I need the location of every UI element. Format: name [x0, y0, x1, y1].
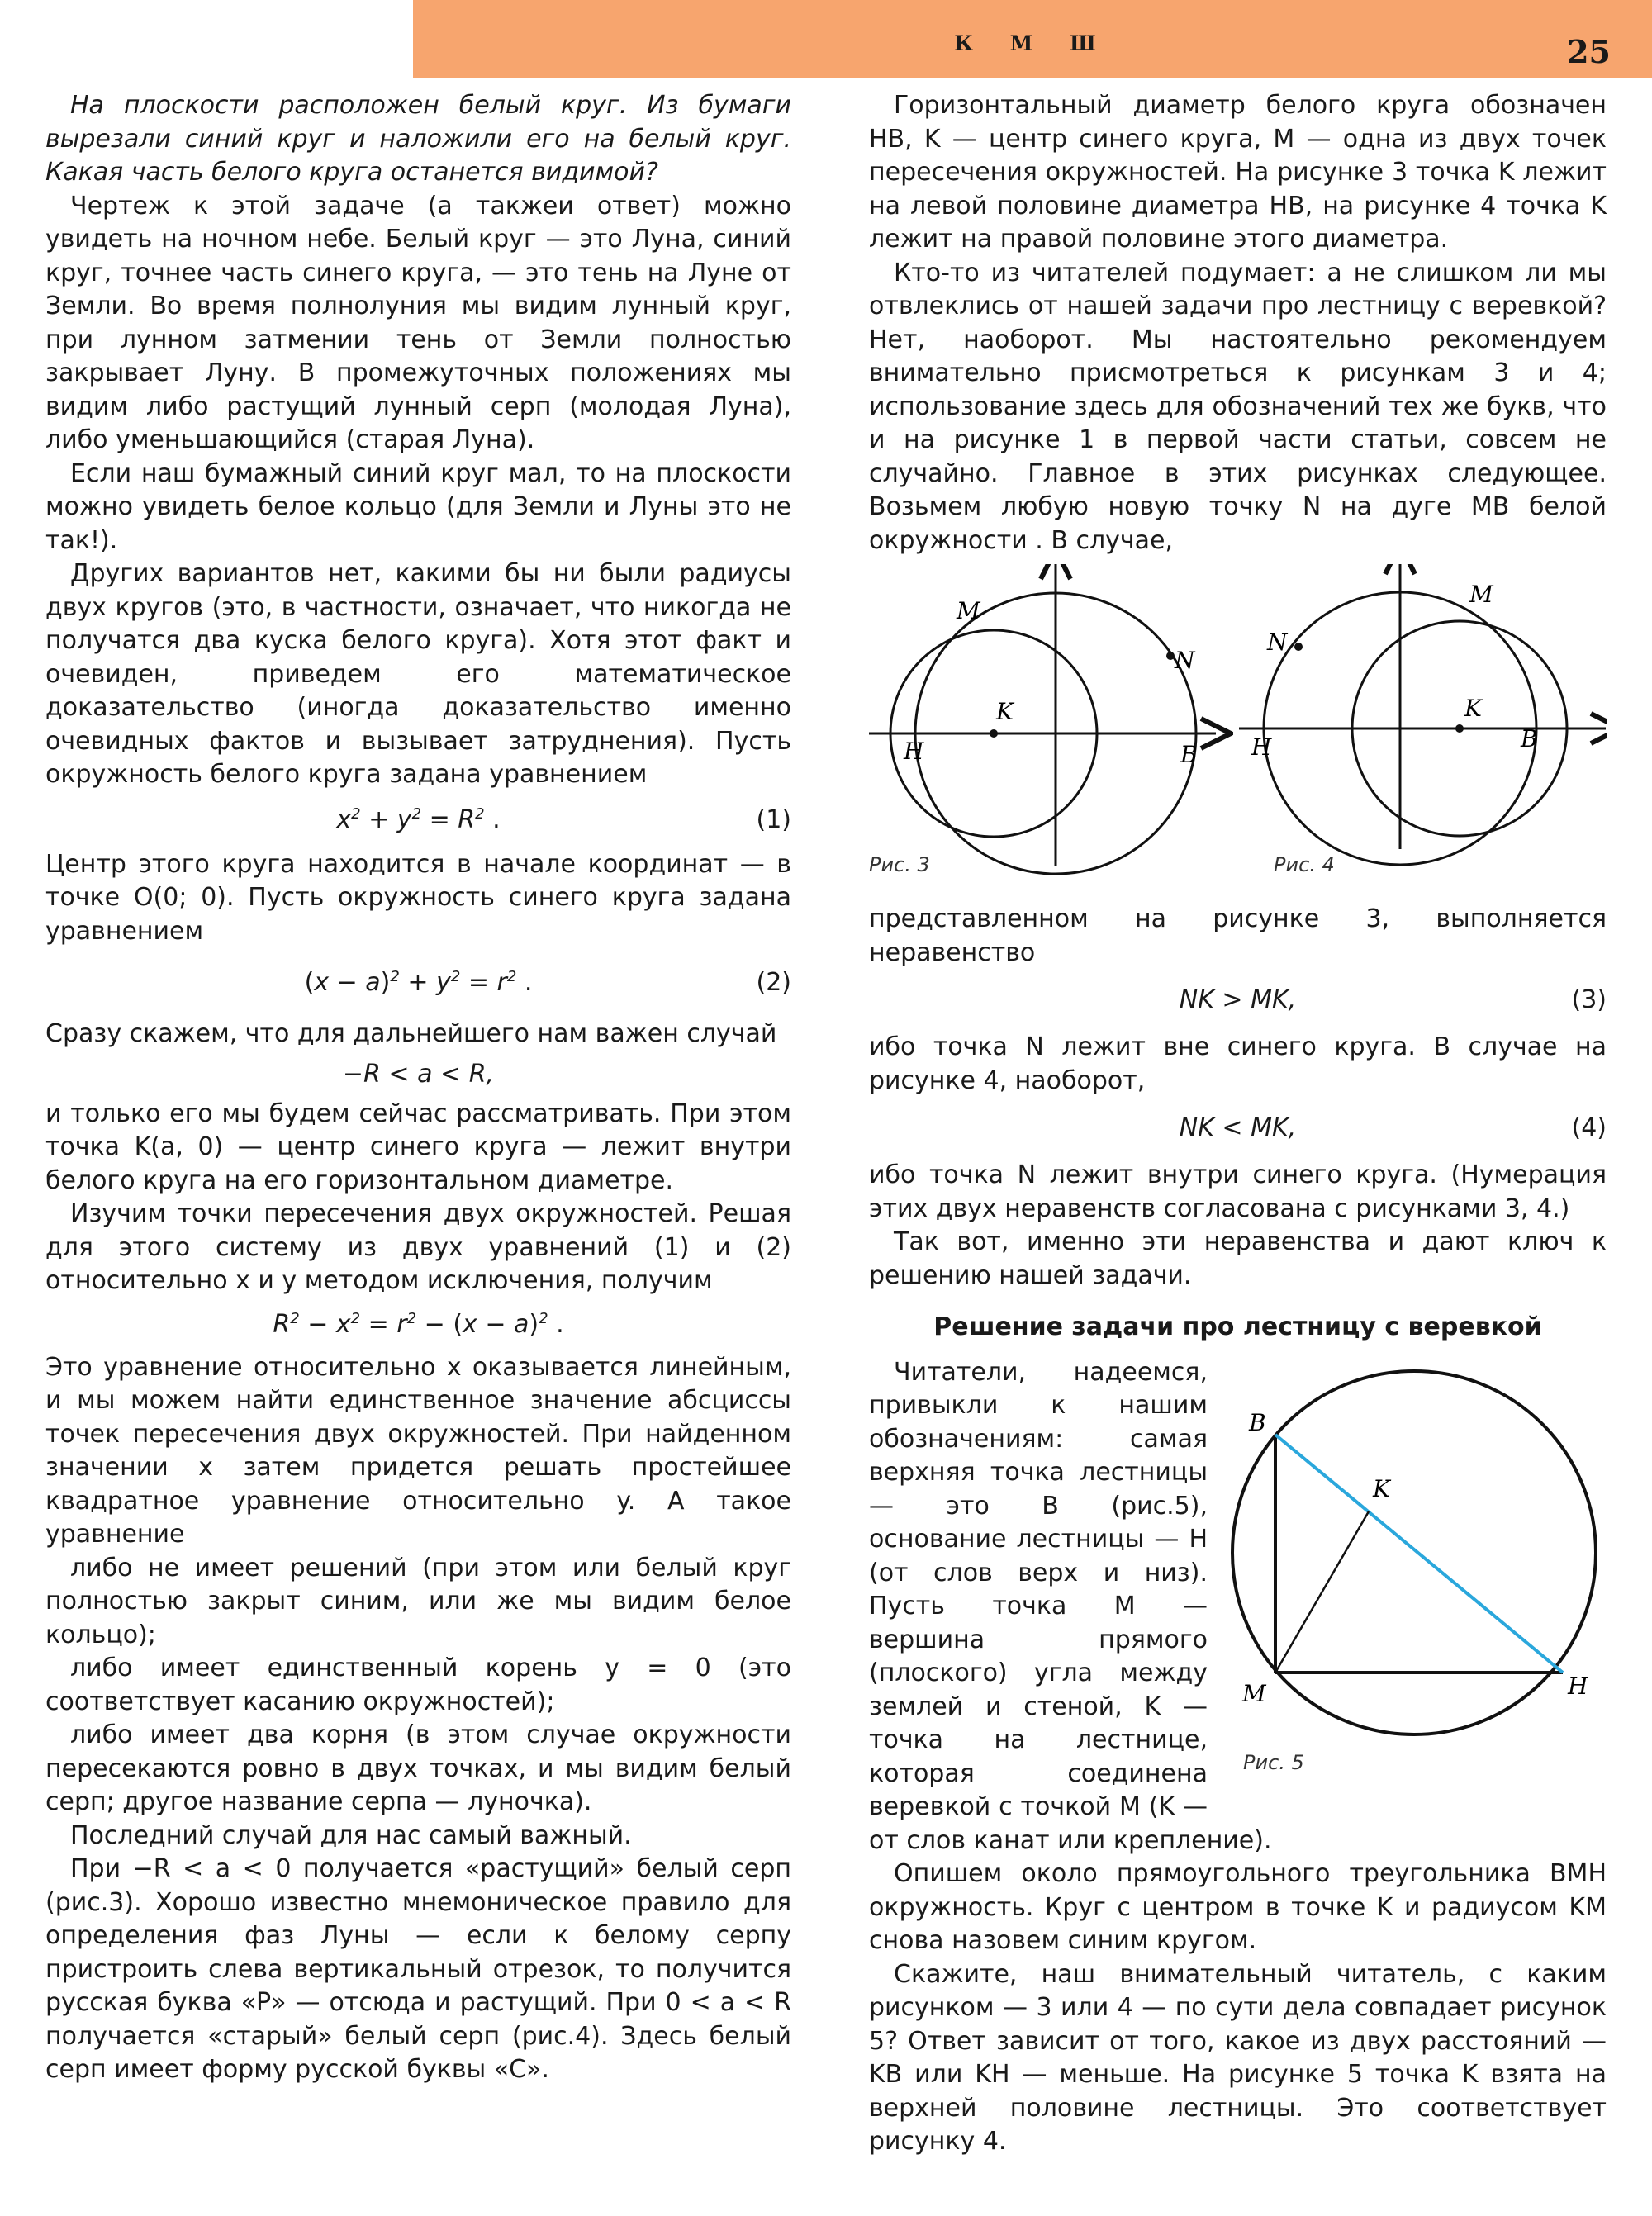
label-h: H — [1251, 733, 1272, 761]
label-h: H — [904, 738, 924, 765]
equation-number: (1) — [756, 804, 791, 834]
label-k: K — [996, 698, 1014, 725]
figures-3-4-svg — [869, 564, 1607, 894]
label-h: H — [1568, 1672, 1588, 1700]
ladder-line — [1275, 1435, 1563, 1673]
equation-formula: $(x - a)^2 + y^2 = r^2$ . — [304, 968, 533, 997]
page-number: 25 — [1567, 33, 1611, 70]
label-b: B — [1180, 741, 1198, 768]
label-b: B — [1521, 725, 1538, 752]
paragraph: представленном на рисунке 3, выполняется неравенство — [869, 904, 1607, 967]
equation-2 — [45, 950, 791, 1016]
problem-statement: На плоскости расположен белый круг. Из бумаги вырезали синий круг и наложили его на белый круг. Какая часть белого круга останется видимой? — [45, 91, 791, 187]
figure-5-svg — [1222, 1356, 1607, 1817]
figure-4-caption: Рис. 4 — [1274, 853, 1335, 876]
equation-number: (3) — [1571, 985, 1607, 1014]
label-k: K — [1373, 1474, 1390, 1502]
label-m: M — [957, 597, 980, 624]
paragraph: Читатели, надеемся, привыкли к нашим обозначениям: самая верхняя точка лестницы — это B (рис.5), основание лестницы — H (от слов верх и низ). Пусть точка M — вершина прямого (плоского) угла между землей и стеной, K — точка на лестнице, которая соединена веревкой с точкой M (K — от слов канат или крепление). — [869, 1357, 1272, 1855]
paragraph: ибо точка N лежит вне синего круга. В случае на рисунке 4, наоборот, — [869, 1032, 1607, 1095]
paragraph: Так вот, именно эти неравенства и дают ключ к решению нашей задачи. — [869, 1227, 1607, 1290]
paragraph: Центр этого круга находится в начале координат — в точке O(0; 0). Пусть окружность синего круга задана уравнением — [45, 849, 791, 946]
figures-3-4 — [869, 564, 1607, 894]
label-n: N — [1175, 647, 1195, 674]
paragraph: либо не имеет решений (при этом или белый круг полностью закрыт синим, или же мы видим белое кольцо); — [45, 1553, 791, 1649]
equation-number: (2) — [756, 968, 791, 997]
inequality-3 — [869, 971, 1607, 1029]
paragraph: ибо точка N лежит внутри синего круга. (Нумерация этих двух неравенств согласована с рисунками 3, 4.) — [869, 1160, 1607, 1223]
paragraph: Если наш бумажный синий круг мал, то на плоскости можно увидеть белое кольцо (для Земли и Луны это не так!). — [45, 458, 791, 555]
paragraph: Скажите, наш внимательный читатель, с каким рисунком — 3 или 4 — по сути дела совпадает рисунок 5? Ответ зависит от того, какое из двух расстояний — KB или KH — меньше. На рисунке 5 точка K взята на верхней половине лестницы. Это соответствует рисунку 4. — [869, 1959, 1607, 2156]
paragraph: Горизонтальный диаметр белого круга обозначен HB, K — центр синего круга, M — одна из двух точек пересечения окружностей. На рисунке 3 точка K лежит на левой половине диаметра HB, на рисунке 4 точка K лежит на правой половине этого диаметра. — [869, 91, 1607, 254]
section-title: Решение задачи про лестницу с веревкой — [933, 1312, 1542, 1341]
paragraph: либо имеет единственный корень y = 0 (это соответствует касанию окружностей); — [45, 1654, 791, 1716]
rope-line — [1275, 1511, 1369, 1673]
point-k — [990, 729, 998, 738]
equation-formula: $R^2 - x^2 = r^2 - (x - a)^2$ . — [273, 1309, 564, 1339]
circumcircle — [1232, 1371, 1596, 1734]
equation-formula: $x^2 + y^2 = R^2$ . — [336, 804, 501, 834]
paragraph: Опишем около прямоугольного треугольника BMH окружность. Круг с центром в точке K и радиусом KM снова назовем синим кругом. — [869, 1859, 1607, 1955]
page-header — [413, 0, 1652, 78]
paragraph: Последний случай для нас самый важный. — [70, 1820, 632, 1850]
paragraph: При −R < a < 0 получается «растущий» белый серп (рис.3). Хорошо известно мнемоническое правило для определения фаз Луны — если к белому серпу пристроить слева вертикальный отрезок, то получится русская буква «Р» — отсюда и растущий. При 0 < a < R получается «старый» белый серп (рис.4). Здесь белый серп имеет форму русской буквы «С». — [45, 1854, 791, 2084]
paragraph: и только его мы будем сейчас рассматривать. При этом точка K(a, 0) — центр синего круга — лежит внутри белого круга на его горизонтальном диаметре. — [45, 1099, 791, 1195]
point-n — [1294, 643, 1303, 651]
equation-number: (4) — [1571, 1113, 1607, 1142]
right-column — [869, 89, 1607, 2159]
paragraph: Это уравнение относительно x оказывается линейным, и мы можем найти единственное значение абсциссы точек пересечения двух окружностей. При найденном значении x затем придется решать простейшее квадратное уравнение относительно y. А такое уравнение — [45, 1352, 791, 1549]
figure-3-caption: Рис. 3 — [869, 853, 930, 876]
equation-1 — [45, 794, 791, 847]
inequality-formula: NK > MK, — [1179, 985, 1297, 1014]
range-condition — [45, 1053, 791, 1096]
figure-3 — [869, 564, 1216, 876]
label-k: K — [1464, 695, 1482, 722]
paragraph: Других вариантов нет, какими бы ни были радиусы двух кругов (это, в частности, означает, что никогда не получатся два куска белого круга). Хотя этот факт и очевиден, приведем его математическое доказательство (иногда доказательство именно очевидных фактов и вызывает затруднения). Пусть окружность белого круга задана уравнением — [45, 559, 791, 789]
label-b: B — [1249, 1408, 1266, 1436]
paragraph: Кто-то из читателей подумает: а не слишком ли мы отвлеклись от нашей задачи про лестницу с веревкой? Нет, наоборот. Мы настоятельно рекомендуем внимательно присмотреться к рисункам 3 и 4; использование здесь для обозначений тех же букв, что и на рисунке 1 в первой части статьи, совсем не случайно. Главное в этих рисунках следующее. Возьмем любую новую точку N на дуге MB белой окружности . В случае, — [869, 258, 1607, 555]
label-m: M — [1469, 581, 1493, 608]
label-m: M — [1242, 1679, 1266, 1707]
left-column — [45, 89, 791, 2087]
figure-5 — [1222, 1356, 1607, 1817]
paragraph: либо имеет два корня (в этом случае окружности пересекаются ровно в двух точках, и мы видим белый серп; другое название серпа — луночка). — [45, 1720, 791, 1816]
inequality-formula: NK < MK, — [1179, 1113, 1297, 1142]
inequality-4 — [869, 1099, 1607, 1157]
equation-formula: −R < a < R, — [342, 1059, 495, 1089]
paragraph: Сразу скажем, что для дальнейшего нам важен случай — [45, 1019, 777, 1048]
equation-3 — [45, 1300, 791, 1350]
figure-4 — [1239, 564, 1606, 876]
point-k — [1455, 724, 1464, 733]
figure-5-caption: Рис. 5 — [1243, 1750, 1304, 1774]
paragraph: Чертеж к этой задаче (а такжеи ответ) можно увидеть на ночном небе. Белый круг — это Луна, синий круг, точнее часть синего круга, — это тень на Луне от Земли. Во время полнолуния мы видим лунный круг, при лунном затмении тень от Земли полностью закрывает Луну. В промежуточных положениях мы видим либо растущий лунный серп (молодая Луна), либо уменьшающийся (старая Луна). — [45, 191, 791, 454]
label-n: N — [1267, 629, 1288, 656]
journal-title: К М Ш — [954, 31, 1111, 55]
point-n — [1166, 652, 1175, 660]
paragraph: Изучим точки пересечения двух окружностей. Решая для этого систему из двух уравнений (1) и (2) относительно x и y методом исключения, получим — [45, 1199, 791, 1295]
fig5-wrap — [869, 1356, 1607, 1958]
